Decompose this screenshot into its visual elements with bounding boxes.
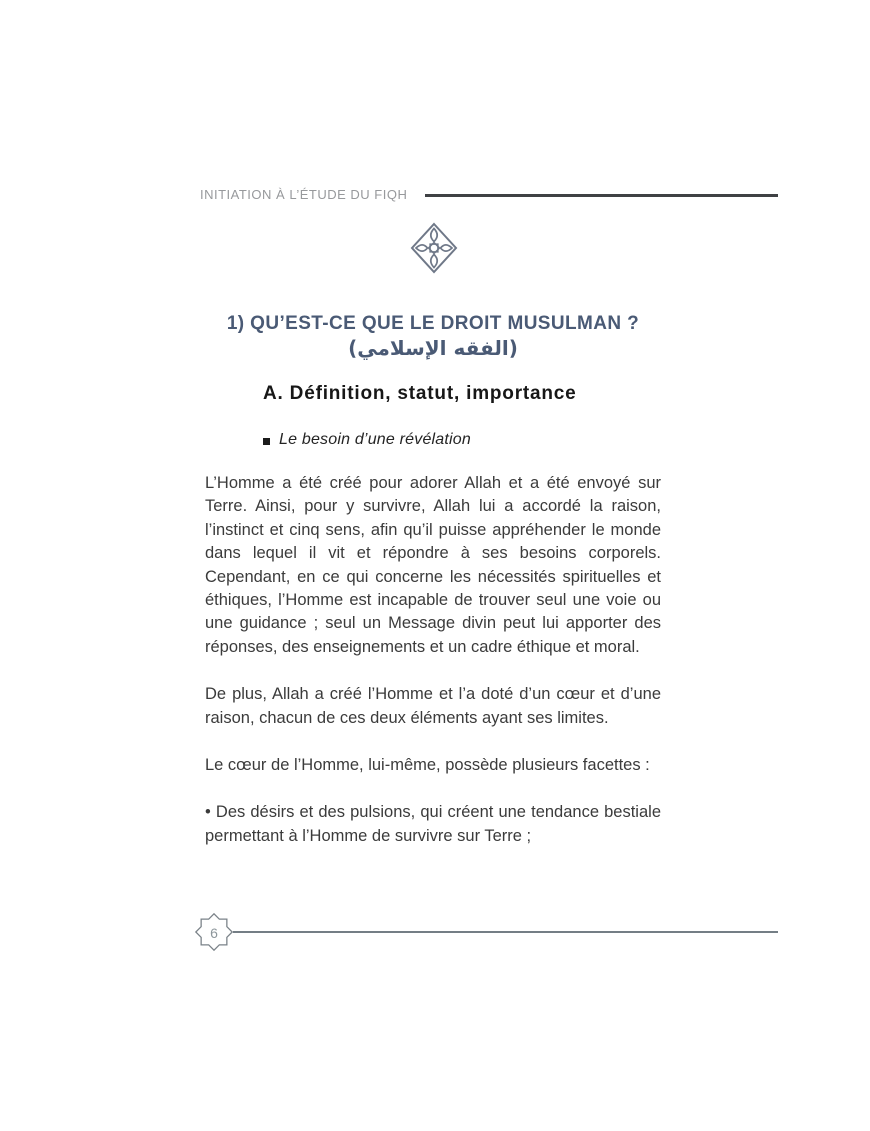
paragraph-revelation-intro: L’Homme a été créé pour adorer Allah et a été envoyé sur Terre. Ainsi, pour y survivre, Allah lui a accordé la raison, l’instinct et cinq sens, afin qu’il puisse appréhender le monde dans lequel il vit et répondre à ses besoins corporels. Cependant, en ce qui concerne les nécessités spirituelles et éthiques, l’Homme est incapable de trouver seul une voie ou une guidance ; seul un Message divin peut lui apporter des réponses, des enseignements et un cadre éthique et moral. [205,474,661,656]
page-number-badge [194,912,234,952]
page-header [200,186,778,204]
sub-heading-text: Le besoin d’une révélation [279,431,472,448]
paragraph-heart-facets: Le cœur de l’Homme, lui-même, possède plusieurs facettes : [205,756,650,775]
chapter-title: 1) QU’EST-CE QUE LE DROIT MUSULMAN ? [226,313,640,334]
square-bullet-icon [263,438,270,445]
sub-heading [263,431,471,449]
chapter-title-arabic: (الفقه الإسلامي) [348,336,518,360]
paragraph-heart-and-reason: De plus, Allah a créé l’Homme et l’a doté d’un cœur et d’une raison, chacun de ces deux éléments ayant ses limites. [205,685,661,727]
header-rule [425,194,778,197]
body-text [205,472,661,848]
paragraph-desires-bullet: • Des désirs et des pulsions, qui créent une tendance bestiale permettant à l’Homme de survivre sur Terre ; [205,803,661,845]
diamond-floral-ornament-icon [410,221,458,275]
running-title: INITIATION À L’ÉTUDE DU FIQH [200,187,408,202]
section-heading: A. Définition, statut, importance [263,383,577,404]
footer-rule [233,931,778,933]
page-number: 6 [210,924,218,941]
